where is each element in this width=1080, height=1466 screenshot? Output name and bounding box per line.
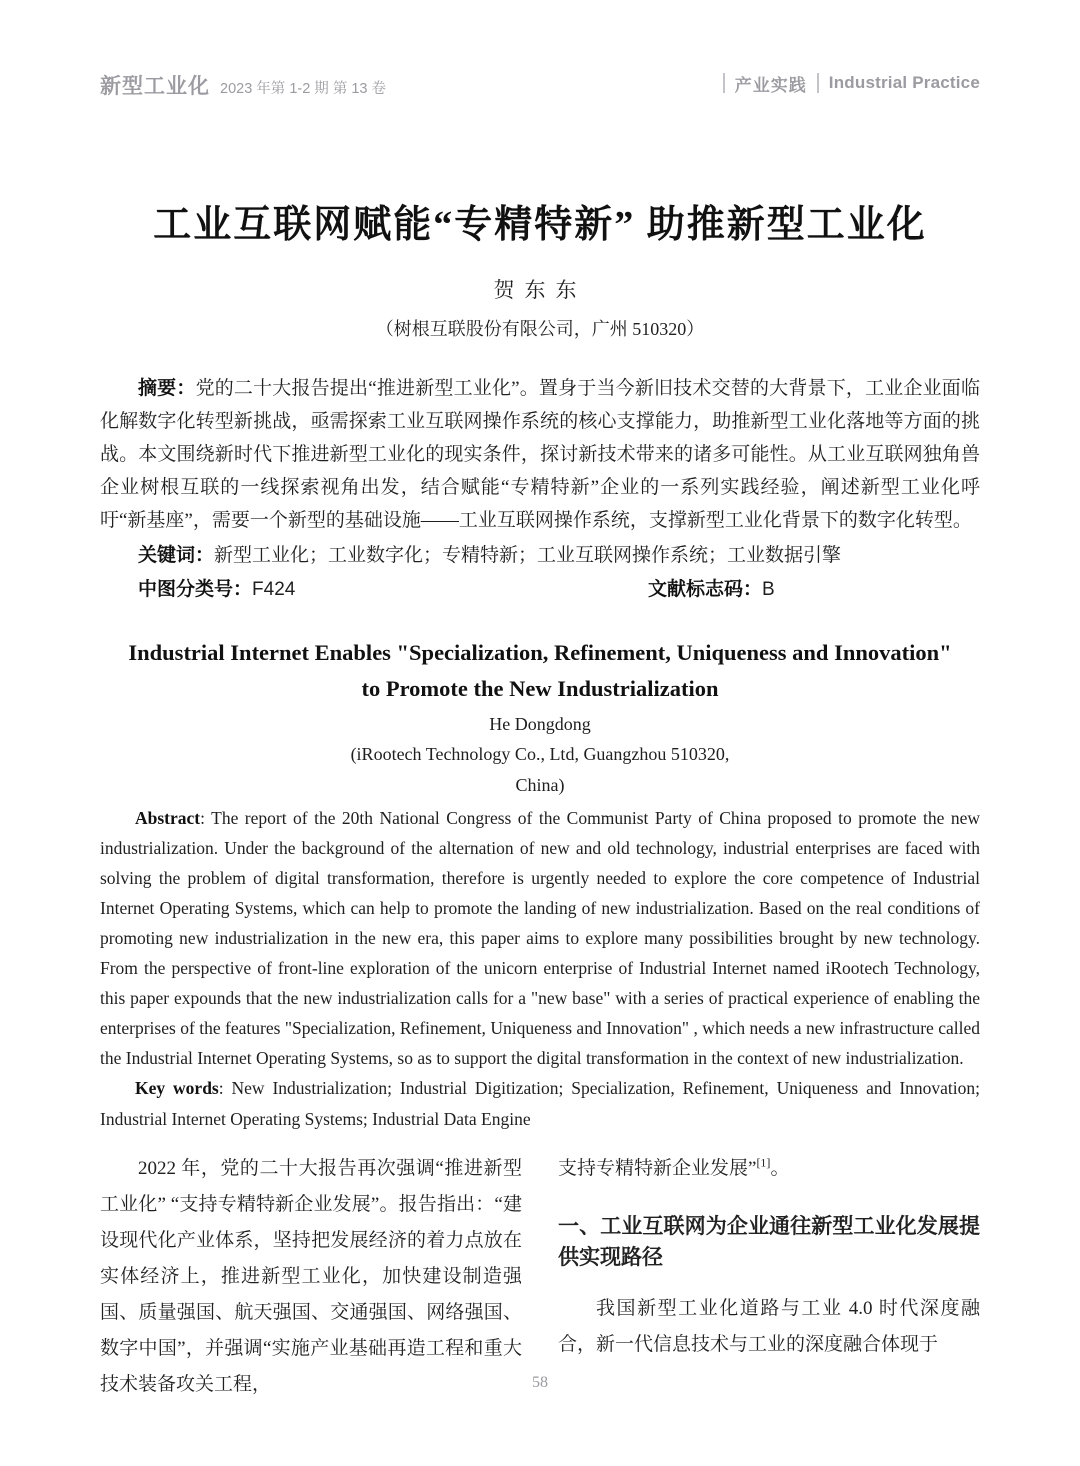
citation-ref: [1] xyxy=(756,1155,771,1170)
issue-info: 2023 年第 1-2 期 第 13 卷 xyxy=(220,81,387,97)
header-divider xyxy=(723,73,725,93)
keywords-en xyxy=(100,1073,980,1135)
keywords-label-cn: 关键词： xyxy=(138,545,215,566)
doc-code-label: 文献标志码： xyxy=(648,579,763,600)
continuation-text: 支持专精特新企业发展” xyxy=(558,1158,757,1179)
abstract-text-en: : The report of the 20th National Congress of the Communist Party of China proposed to promote the new industrialization. Under the background of the alternation of new and old technology, industrial enterprises are faced with solving the problem of digital transformation, therefore is urgently needed to explore the core competence of Industrial Internet Operating Systems, which can help to promote the landing of new industrialization. Based on the real conditions of promoting new industrialization in the new era, this paper aims to explore many possibilities brought by new technology. From the perspective of front-line exploration of the unicorn enterprise of Industrial Internet named iRootech Technology, this paper expounds that the new industrialization calls for a "new base" with a series of practical experience of enabling the enterprises of the features "Specialization, Refinement, Uniqueness and Innovation" , which needs a new infrastructure called the Industrial Internet Operating Systems, so as to support the digital transformation in the context of new industrialization. xyxy=(100,808,980,1068)
keywords-cn xyxy=(100,539,980,573)
classification-row xyxy=(100,573,980,607)
page-title-cn: 工业互联网赋能“专精特新” 助推新型工业化 xyxy=(153,204,927,246)
header-divider xyxy=(817,73,819,93)
right-column xyxy=(558,1151,980,1403)
abstract-cn xyxy=(100,372,980,537)
clc-value: F424 xyxy=(252,579,296,600)
keywords-label-en: Key words xyxy=(135,1078,219,1098)
author-name-en: He Dongdong xyxy=(489,714,591,734)
section-label-en: Industrial Practice xyxy=(828,73,980,92)
title-en-line1: Industrial Internet Enables "Specialization, Refinement, Uniqueness and Innovation" xyxy=(128,640,952,665)
title-en-line2: to Promote the New Industrialization xyxy=(361,676,719,701)
body-right-continuation xyxy=(558,1151,980,1187)
author-name-cn: 贺东东 xyxy=(493,278,587,302)
clc-label: 中图分类号： xyxy=(138,579,253,600)
abstract-label-cn: 摘要： xyxy=(138,378,196,399)
abstract-text-cn: 党的二十大报告提出“推进新型工业化”。置身于当今新旧技术交替的大背景下，工业企业面临化解数字化转型新挑战，亟需探索工业互联网操作系统的核心支撑能力，助推新型工业化落地等方面的挑战。本文围绕新时代下推进新型工业化的现实条件，探讨新技术带来的诸多可能性。从工业互联网独角兽企业树根互联的一线探索视角出发，结合赋能“专精特新”企业的一系列实践经验，阐述新型工业化呼吁“新基座”，需要一个新型的基础设施——工业互联网操作系统，支撑新型工业化背景下的数字化转型。 xyxy=(100,378,980,531)
keywords-text-cn: 新型工业化；工业数字化；专精特新；工业互联网操作系统；工业数据引擎 xyxy=(214,545,842,566)
doc-code-value: B xyxy=(762,579,775,600)
clc-item xyxy=(138,579,295,600)
page-number: 58 xyxy=(532,1374,548,1391)
affiliation-cn: （树根互联股份有限公司，广州 510320） xyxy=(375,319,705,339)
page-title-en xyxy=(100,635,980,707)
journal-name: 新型工业化 xyxy=(100,75,210,98)
abstract-label-en: Abstract xyxy=(135,808,201,828)
affiliation-en-line1: (iRootech Technology Co., Ltd, Guangzhou 510320, xyxy=(350,744,730,764)
running-header xyxy=(100,70,980,98)
left-column xyxy=(100,1151,522,1403)
abstract-en xyxy=(100,803,980,1073)
header-left xyxy=(100,70,386,100)
keywords-text-en: : New Industrialization; Industrial Digitization; Specialization, Refinement, Uniqueness and Innovation; Industrial Internet Operating Systems; Industrial Data Engine xyxy=(100,1078,980,1129)
header-right xyxy=(723,71,980,96)
body-right-paragraph: 我国新型工业化道路与工业 4.0 时代深度融合，新一代信息技术与工业的深度融合体现于 xyxy=(558,1298,980,1355)
body-columns xyxy=(100,1151,980,1403)
affiliation-en-line2: China) xyxy=(515,775,565,795)
doc-code-item xyxy=(648,573,775,607)
section-heading: 一、工业互联网为企业通往新型工业化发展提供实现路径 xyxy=(558,1215,980,1269)
section-label-cn: 产业实践 xyxy=(734,75,807,95)
continuation-end: 。 xyxy=(770,1158,790,1179)
body-left-paragraph: 2022 年，党的二十大报告再次强调“推进新型工业化” “支持专精特新企业发展”。报告指出：“建设现代化产业体系，坚持把发展经济的着力点放在实体经济上，推进新型工业化，加快建设制造强国、质量强国、航天强国、交通强国、网络强国、数字中国”，并强调“实施产业基础再造工程和重大技术装备攻关工程， xyxy=(100,1158,522,1395)
